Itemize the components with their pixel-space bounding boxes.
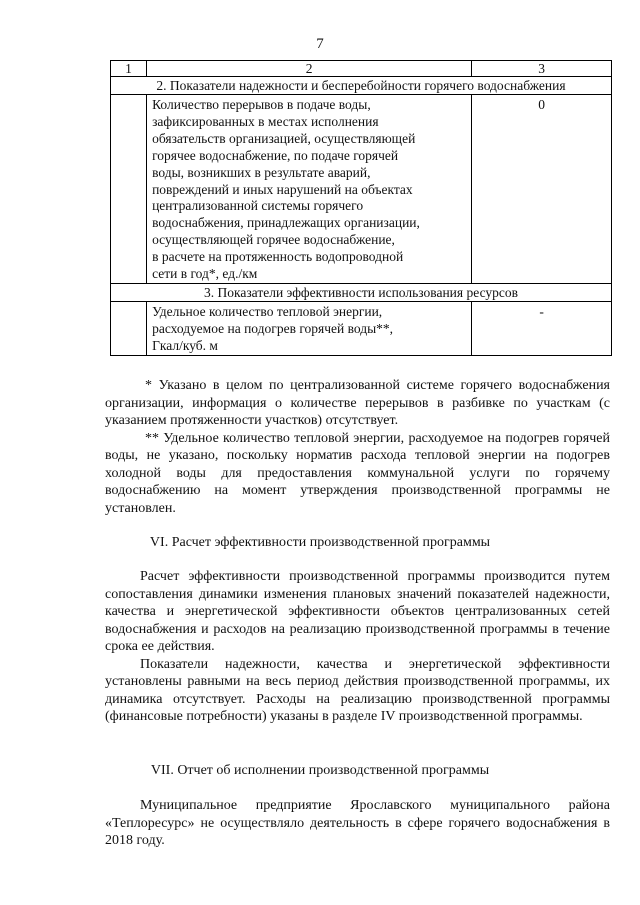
footnote-2: ** Удельное количество тепловой энергии, расходуемое на подогрев горячей воды, не указано, поскольку норматив расхода тепловой энергии на подогрев холодной воды для предоставления коммунальной услуги по горячему водоснабжению на момент утверждения производственной программы не установлен. bbox=[105, 430, 610, 516]
cell-line: сети в год*, ед./км bbox=[152, 266, 258, 282]
table-row bbox=[111, 301, 612, 355]
section-6-heading: VI. Расчет эффективности производственной программы bbox=[149, 535, 491, 550]
footnote-1: * Указано в целом по централизованной системе горячего водоснабжения организации, информация о количестве перерывов в разбивке по участкам (с указанием протяженности участков) отсутствует. bbox=[105, 378, 610, 428]
table-header-cell: 2 bbox=[147, 61, 472, 77]
indicator-name-cell bbox=[147, 95, 472, 284]
cell-line: в расчете на протяженность водопроводной bbox=[152, 249, 404, 265]
cell-line: зафиксированных в местах исполнения bbox=[152, 113, 379, 129]
cell-line: Удельное количество тепловой энергии, bbox=[152, 303, 383, 319]
indicator-value-cell: - bbox=[472, 301, 612, 355]
paragraph: Расчет эффективности производственной программы производится путем сопоставления динамики изменения плановых значений показателей надежности, качества и энергетической эффективности объектов централизованных сетей водоснабжения и расходов на реализацию производственной программы в течение срока ее действия. bbox=[105, 569, 610, 654]
section-title-reliability: 2. Показатели надежности и бесперебойности горячего водоснабжения bbox=[111, 77, 612, 95]
table-cell-empty bbox=[111, 95, 147, 284]
cell-line: водоснабжения, принадлежащих организации, bbox=[152, 215, 420, 231]
paragraph: Показатели надежности, качества и энергетической эффективности установлены равными на весь период действия производственной программы, их динамика отсутствует. Расходы на реализацию производственной программы (финансовые потребности) указаны в разделе IV производственной программы. bbox=[105, 656, 610, 724]
table-header-cell: 3 bbox=[472, 61, 612, 77]
table-header-cell: 1 bbox=[111, 61, 147, 77]
indicator-name-cell bbox=[147, 301, 472, 355]
cell-line: централизованной системы горячего bbox=[152, 198, 364, 214]
paragraph: Муниципальное предприятие Ярославского муниципального района «Теплоресурс» не осуществляло деятельность в сфере горячего водоснабжения в 2018 году. bbox=[105, 798, 610, 848]
cell-line: повреждений и иных нарушений на объектах bbox=[152, 181, 413, 197]
table-header-row bbox=[111, 61, 612, 77]
section-7-body bbox=[105, 797, 610, 850]
footnotes bbox=[105, 377, 610, 517]
table-section-row bbox=[111, 283, 612, 301]
section-6-body bbox=[105, 568, 610, 726]
indicator-value-cell: 0 bbox=[472, 95, 612, 284]
cell-line: горячее водоснабжение, по подаче горячей bbox=[152, 147, 399, 163]
cell-line: Гкал/куб. м bbox=[152, 337, 218, 353]
cell-line: осуществляющей горячее водоснабжение, bbox=[152, 232, 395, 248]
table-cell-empty bbox=[111, 301, 147, 355]
section-7-heading: VII. Отчет об исполнении производственной программы bbox=[150, 763, 490, 778]
page-number: 7 bbox=[316, 36, 324, 52]
cell-line: воды, возникших в результате аварий, bbox=[152, 164, 371, 180]
section-title-efficiency: 3. Показатели эффективности использования ресурсов bbox=[111, 283, 612, 301]
cell-line: расходуемое на подогрев горячей воды**, bbox=[152, 320, 394, 336]
table-section-row bbox=[111, 77, 612, 95]
cell-line: Количество перерывов в подаче воды, bbox=[152, 97, 371, 112]
indicators-table bbox=[110, 60, 612, 356]
cell-line: обязательств организацией, осуществляющей bbox=[152, 130, 416, 146]
table-row bbox=[111, 95, 612, 284]
